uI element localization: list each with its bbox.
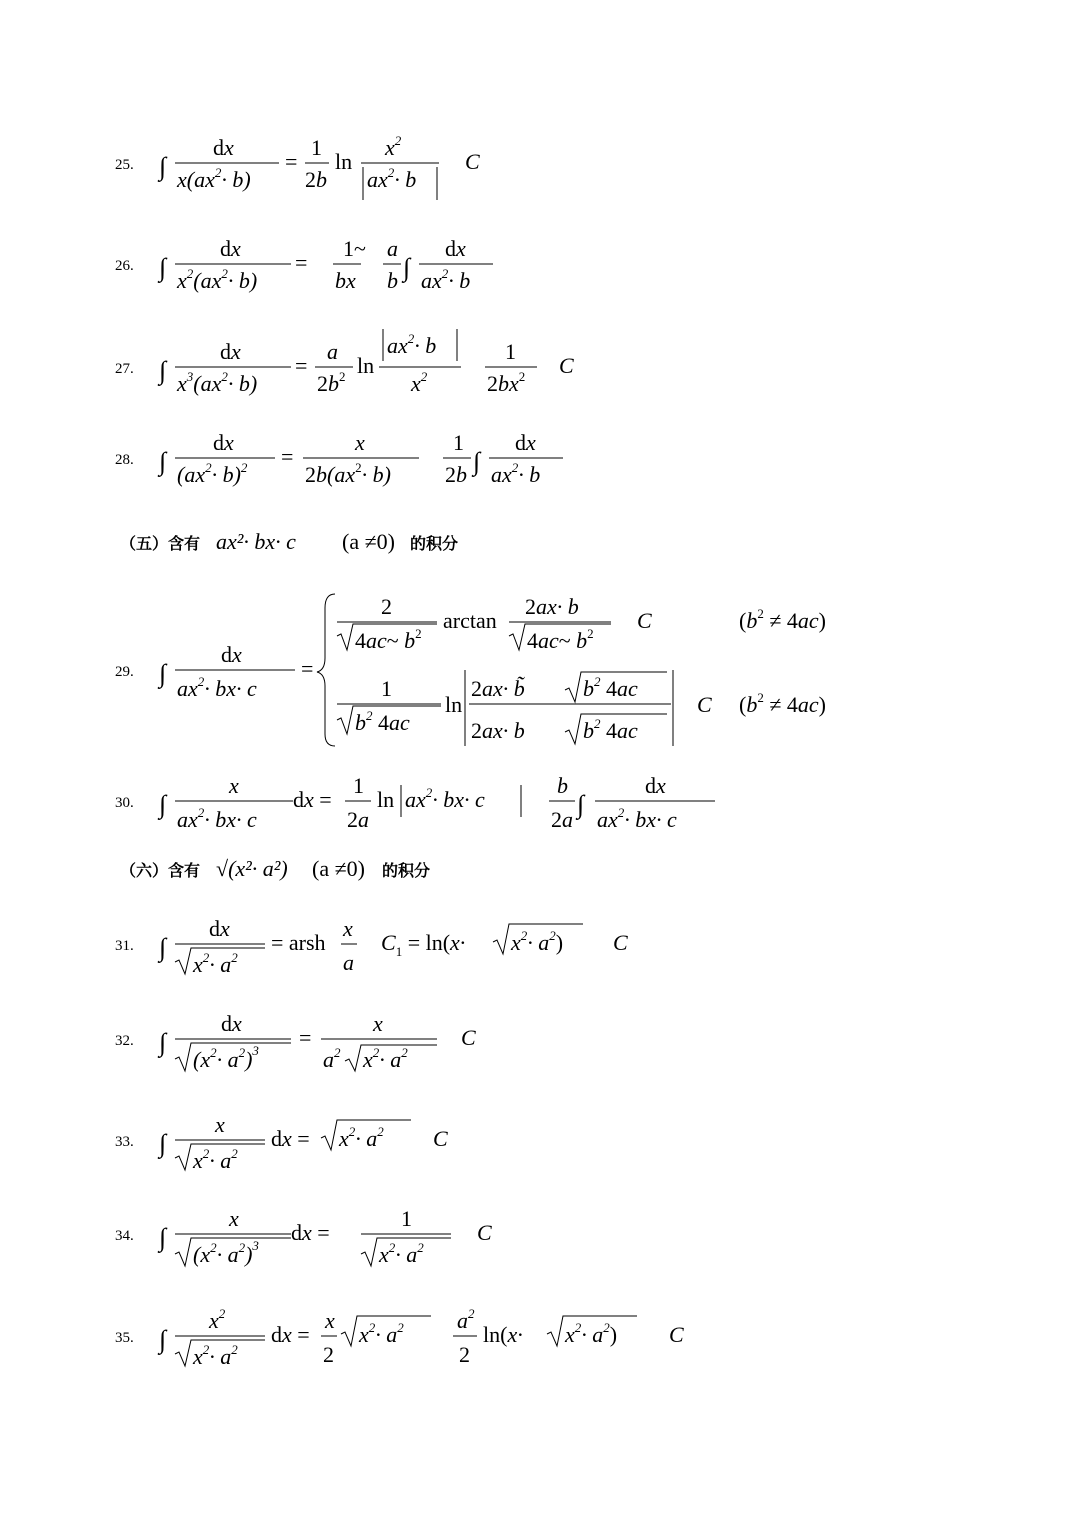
formula-32	[115, 1005, 1015, 1080]
svg-text:∫: ∫	[159, 253, 167, 282]
svg-text:2ax· b: 2ax· b	[525, 594, 579, 619]
svg-text:(x2· a2)3: $(x^2\cdot a^2)^3$	[193, 1238, 259, 1267]
formula-31	[115, 912, 1015, 987]
svg-text:(b2 ≠ 4ac): $(b^2 \ne 4ac)$	[739, 690, 826, 717]
svg-text:1: 1	[381, 676, 392, 701]
formula-25	[115, 125, 1015, 205]
svg-text:b2 4ac: $b^2$ 4ac	[583, 674, 638, 701]
formula-28	[115, 420, 1015, 495]
svg-text:∫: ∫	[159, 1223, 167, 1252]
svg-text:∫: ∫	[577, 790, 585, 819]
svg-text:x2· a2): $x^2\cdot a^2$)	[511, 928, 564, 955]
svg-text:dx =: dx =	[271, 1322, 310, 1347]
svg-text:x: x	[229, 1206, 239, 1231]
svg-text:= arsh: = arsh	[271, 930, 326, 955]
svg-text:x: x	[215, 1112, 225, 1137]
svg-text:2b: 2b	[445, 462, 467, 487]
svg-text:b2 4ac: $b^2$ 4ac	[583, 716, 638, 743]
svg-text:2ax· b̃: 2ax· b̃	[471, 676, 525, 701]
svg-text:x(ax2· b): $x(ax^2\cdot b)$	[177, 165, 251, 192]
svg-text:33.: 33.	[115, 1134, 134, 1150]
svg-text:ax2· b: $ax^2\cdot b$	[387, 331, 437, 358]
svg-text:2b: 2b	[305, 167, 327, 192]
svg-text:dx: dx	[213, 430, 234, 455]
svg-text:ln: ln	[357, 353, 375, 378]
svg-text:4ac~ b2: 4ac~ $b^2$	[527, 626, 594, 653]
svg-text:ax2· bx· c: $ax^2\cdot bx\cdot c$	[405, 785, 485, 812]
svg-text:∫: ∫	[159, 356, 167, 385]
svg-text:1: 1	[401, 1206, 412, 1231]
svg-text:∫: ∫	[403, 253, 411, 282]
svg-text:(ax2· b)2: $(ax^2\cdot b)^2$	[177, 460, 248, 487]
svg-text:ax2· b: $ax^2\cdot b$	[491, 460, 541, 487]
svg-text:C: C	[465, 149, 480, 174]
formula-35	[115, 1302, 1015, 1377]
svg-text:a: a	[327, 339, 338, 364]
svg-text:x2· a2): $x^2\cdot a^2$)	[565, 1320, 618, 1347]
section-heading-six	[120, 848, 620, 893]
svg-text:∫: ∫	[159, 447, 167, 476]
svg-text:(b2 ≠ 4ac): $(b^2 \ne 4ac)$	[739, 606, 826, 633]
svg-text:C: C	[637, 608, 652, 633]
svg-text:2b(ax2· b): $2b(ax^2\cdot b)$	[305, 460, 391, 487]
svg-text:dx: dx	[209, 916, 230, 941]
svg-text:a2: $a^2$	[457, 1306, 475, 1333]
svg-text:(a ≠0): (a ≠0)	[312, 856, 365, 881]
svg-text:dx =: dx =	[293, 787, 332, 812]
svg-text:ln: ln	[335, 149, 353, 174]
svg-text:ax2· bx· c: $ax^2\cdot bx\cdot c$	[597, 805, 677, 832]
svg-text:ax2· bx· c: $ax^2\cdot bx\cdot c$	[177, 805, 257, 832]
svg-text:x: x	[373, 1011, 383, 1036]
svg-text:arctan: arctan	[443, 608, 497, 633]
svg-text:dx: dx	[445, 236, 466, 261]
svg-text:dx: dx	[645, 773, 666, 798]
svg-text:28.: 28.	[115, 452, 134, 468]
svg-text:C: C	[461, 1025, 476, 1050]
svg-text:x2(ax2· b): $x^2(ax^2\cdot b)$	[177, 266, 258, 293]
svg-text:dx =: dx =	[271, 1126, 310, 1151]
svg-text:ln(x·: ln(x·	[483, 1322, 523, 1347]
svg-text:30.: 30.	[115, 795, 134, 811]
svg-text:29.: 29.	[115, 664, 134, 680]
svg-text:（五）含有: （五）含有	[120, 534, 201, 553]
svg-text:32.: 32.	[115, 1033, 134, 1049]
formula-34	[115, 1200, 1015, 1275]
svg-text:x2· a2: $x^2\cdot a^2$	[193, 1342, 238, 1369]
svg-text:26.: 26.	[115, 258, 134, 274]
svg-text:∫: ∫	[159, 933, 167, 962]
svg-text:dx: dx	[515, 430, 536, 455]
svg-text:x2: $x^2$	[385, 133, 402, 160]
svg-text:x2· a2: $x^2\cdot a^2$	[363, 1045, 408, 1072]
svg-text:∫: ∫	[159, 152, 167, 181]
svg-text:∫: ∫	[159, 1325, 167, 1354]
svg-text:34.: 34.	[115, 1228, 134, 1244]
svg-text:2: 2	[459, 1342, 470, 1367]
numerator-dx: dx	[213, 135, 234, 160]
section-heading-five	[120, 525, 620, 565]
svg-text:(x2· a2)3: $(x^2\cdot a^2)^3$	[193, 1043, 259, 1072]
svg-text:2: 2	[323, 1342, 334, 1367]
svg-text:∫: ∫	[159, 1028, 167, 1057]
svg-text:C1 = ln(x·: $C_1 = \ln(x\cdot$	[381, 930, 466, 959]
svg-text:2: 2	[381, 594, 392, 619]
svg-text:dx: dx	[220, 339, 241, 364]
svg-text:x2· a2: $x^2\cdot a^2$	[339, 1124, 384, 1151]
svg-text:=: =	[285, 149, 298, 174]
svg-text:b: b	[387, 268, 398, 293]
svg-text:a: a	[343, 950, 354, 975]
svg-text:27.: 27.	[115, 361, 134, 377]
svg-text:x2· a2: $x^2\cdot a^2$	[379, 1240, 424, 1267]
svg-text:∫: ∫	[473, 447, 481, 476]
svg-text:2ax· b: 2ax· b	[471, 718, 525, 743]
svg-text:2a: 2a	[347, 807, 369, 832]
svg-text:ax2· b: $ax^2\cdot b$	[421, 266, 471, 293]
svg-text:b: b	[557, 773, 568, 798]
formula-number: 25.	[115, 157, 134, 173]
svg-text:x: x	[325, 1308, 335, 1333]
svg-text:1~: 1~	[343, 236, 366, 261]
formula-26	[115, 228, 1015, 298]
svg-text:dx: dx	[220, 236, 241, 261]
svg-text:C: C	[697, 692, 712, 717]
svg-text:=: =	[299, 1025, 312, 1050]
svg-text:(a ≠0): (a ≠0)	[342, 529, 395, 554]
svg-text:=: =	[295, 353, 308, 378]
svg-text:ln: ln	[445, 692, 463, 717]
svg-text:C: C	[669, 1322, 684, 1347]
svg-text:1: 1	[353, 773, 364, 798]
formula-33	[115, 1108, 1015, 1183]
svg-text:∫: ∫	[159, 659, 167, 688]
svg-text:x2· a2: $x^2\cdot a^2$	[359, 1320, 404, 1347]
formula-30	[115, 765, 1015, 840]
formula-29	[115, 588, 1015, 753]
svg-text:∫: ∫	[159, 790, 167, 819]
svg-text:1: 1	[505, 339, 516, 364]
svg-text:2a: 2a	[551, 807, 573, 832]
svg-text:x: x	[229, 773, 239, 798]
svg-text:C: C	[559, 353, 574, 378]
svg-text:1: 1	[311, 135, 322, 160]
svg-text:C: C	[477, 1220, 492, 1245]
svg-text:a: a	[387, 236, 398, 261]
svg-text:∫: ∫	[159, 1129, 167, 1158]
svg-text:C: C	[613, 930, 628, 955]
svg-text:x2: $x^2$	[209, 1306, 226, 1333]
svg-text:ax2· b: $ax^2\cdot b$	[367, 165, 417, 192]
svg-text:dx =: dx =	[291, 1220, 330, 1245]
formula-27	[115, 325, 1015, 405]
svg-text:x2· a2: $x^2\cdot a^2$	[193, 950, 238, 977]
svg-text:31.: 31.	[115, 938, 134, 954]
svg-text:C: C	[433, 1126, 448, 1151]
svg-text:x3(ax2· b): $x^3(ax^2\cdot b)$	[177, 369, 258, 396]
svg-text:x2: $x^2$	[411, 369, 428, 396]
svg-text:dx: dx	[221, 1011, 242, 1036]
svg-text:ax2· bx· c: $ax^2\cdot bx\cdot c$	[177, 674, 257, 701]
svg-text:x: x	[355, 430, 365, 455]
svg-text:x: x	[343, 916, 353, 941]
svg-text:a2: $a^2$	[323, 1045, 341, 1072]
svg-text:2b2: $2b^2$	[317, 369, 346, 396]
svg-text:的积分: 的积分	[410, 534, 459, 553]
svg-text:35.: 35.	[115, 1330, 134, 1346]
svg-text:的积分: 的积分	[382, 861, 431, 880]
svg-text:x2· a2: $x^2\cdot a^2$	[193, 1146, 238, 1173]
svg-text:=: =	[295, 250, 308, 275]
svg-text:4ac~ b2: 4ac~ $b^2$	[355, 626, 422, 653]
svg-text:=: =	[301, 656, 314, 681]
svg-text:1: 1	[453, 430, 464, 455]
svg-text:b2 4ac: $b^2$ 4ac	[355, 708, 410, 735]
svg-text:ax²· bx· c: ax²· bx· c	[216, 529, 296, 554]
svg-text:=: =	[281, 444, 294, 469]
svg-text:bx: bx	[335, 268, 356, 293]
svg-text:dx: dx	[221, 642, 242, 667]
svg-text:√(x²· a²): √(x²· a²)	[216, 856, 288, 881]
svg-text:（六）含有: （六）含有	[120, 861, 201, 880]
svg-text:2bx2: $2bx^2$	[487, 369, 526, 396]
svg-text:ln: ln	[377, 787, 395, 812]
